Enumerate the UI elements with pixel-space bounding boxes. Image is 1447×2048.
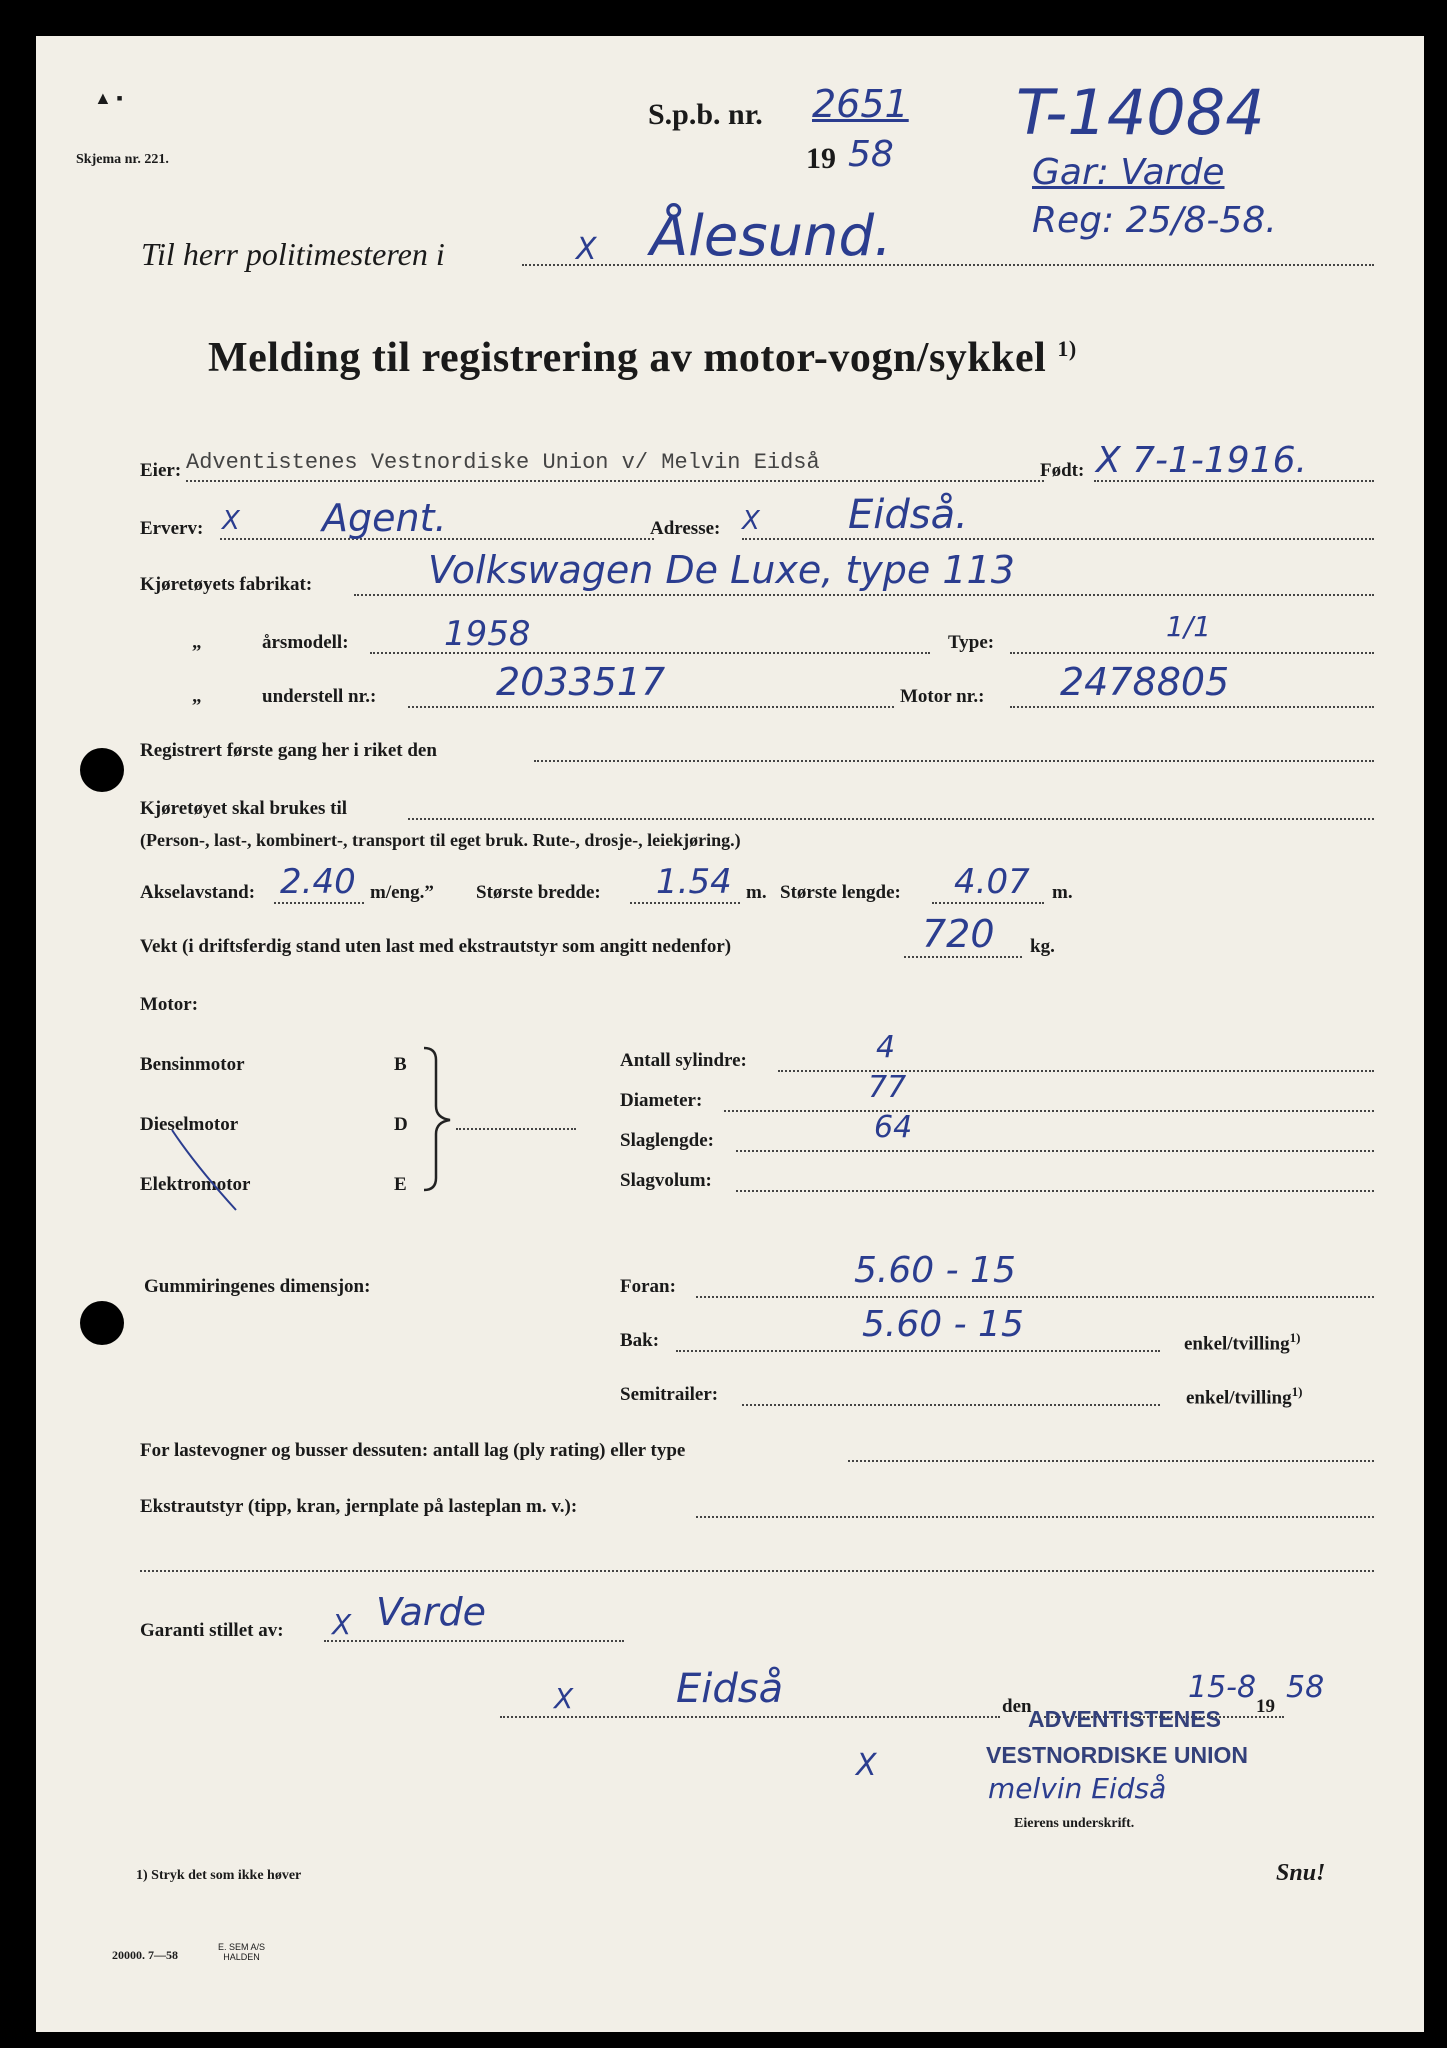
turn-over: Snu! — [1276, 1860, 1326, 1886]
length-label: Største lengde: — [780, 882, 901, 903]
usage-line — [408, 818, 1374, 820]
axle-unit: m/eng.” — [370, 882, 434, 903]
electric-engine-code: E — [394, 1174, 407, 1195]
weight-label: Vekt (i driftsferdig stand uten last med ekstrautstyr som angitt nedenfor) — [140, 936, 732, 957]
printer-mark — [218, 1942, 265, 1962]
occupation-value: Agent. — [322, 496, 447, 540]
semi-single-twin-text: enkel/tvilling — [1186, 1387, 1292, 1409]
owner-label: Eier: — [140, 460, 182, 481]
form-sheet — [36, 36, 1424, 2032]
extra-equipment-label: Ekstrautstyr (tipp, kran, jernplate på lasteplan m. v.): — [140, 1496, 578, 1517]
make-value: Volkswagen De Luxe, type 113 — [428, 548, 1015, 592]
usage-label: Kjøretøyet skal brukes til — [140, 798, 348, 819]
extra-equipment-line-2 — [140, 1570, 1374, 1572]
semitrailer-single-twin — [1186, 1384, 1302, 1409]
registration-date: Reg: 25/8-58. — [1032, 200, 1277, 241]
place-x: X — [554, 1682, 574, 1715]
stroke-line — [736, 1150, 1374, 1152]
owner-signature: melvin Eidså — [988, 1772, 1167, 1805]
addressee-label: Til herr politimesteren i — [141, 236, 445, 272]
axle-line — [274, 902, 364, 904]
spb-label: S.p.b. nr. — [648, 98, 763, 131]
model-year-value: 1958 — [444, 614, 531, 654]
tires-label: Gummiringenes dimensjon: — [144, 1276, 371, 1297]
cylinders-label: Antall sylindre: — [620, 1050, 747, 1071]
chassis-line — [408, 706, 894, 708]
punch-hole-bottom — [80, 1301, 124, 1345]
guarantee-value: Varde — [376, 1590, 486, 1634]
spb-number: 2651 — [812, 82, 909, 126]
guarantee-line — [324, 1640, 624, 1642]
type-label: Type: — [948, 632, 995, 653]
volume-line — [736, 1190, 1374, 1192]
ply-line — [848, 1460, 1374, 1462]
addressee-x: X — [576, 232, 597, 267]
diameter-line — [724, 1110, 1374, 1112]
born-value: X 7-1-1916. — [1096, 440, 1307, 481]
place-line — [500, 1716, 1000, 1718]
electric-engine-label: Elektromotor — [140, 1174, 251, 1195]
front-tires-value: 5.60 - 15 — [854, 1250, 1016, 1291]
motor-number-label: Motor nr.: — [900, 686, 985, 707]
front-tires-line — [696, 1296, 1374, 1298]
semitrailer-label: Semitrailer: — [620, 1384, 719, 1405]
addressee-city: Ålesund. — [650, 204, 892, 269]
width-value: 1.54 — [656, 862, 732, 902]
first-registration-label: Registrert første gang her i riket den — [140, 740, 437, 761]
motor-type-line — [456, 1128, 576, 1130]
owner-value: Adventistenes Vestnordiske Union v/ Melvin Eidså — [186, 450, 820, 475]
corner-marks: ▲ ▪ — [94, 88, 123, 108]
diameter-label: Diameter: — [620, 1090, 703, 1111]
rear-single-twin-text: enkel/tvilling — [1184, 1333, 1290, 1355]
quote-mark-1: „ — [192, 632, 202, 653]
occupation-x: X — [222, 506, 240, 536]
address-x: X — [742, 506, 760, 536]
address-label: Adresse: — [650, 518, 721, 539]
motor-brace — [420, 1044, 460, 1194]
width-unit: m. — [746, 882, 767, 903]
weight-value: 720 — [922, 912, 995, 956]
type-value: 1/1 — [1166, 610, 1212, 643]
stroke-label: Slaglengde: — [620, 1130, 714, 1151]
axle-value: 2.40 — [280, 862, 356, 902]
petrol-engine-label: Bensinmotor — [140, 1054, 245, 1075]
length-line — [932, 902, 1044, 904]
rear-tires-value: 5.60 - 15 — [862, 1304, 1024, 1345]
length-value: 4.07 — [954, 862, 1030, 902]
guarantee-x: X — [332, 1608, 352, 1641]
signature-year-prefix: 19 — [1256, 1696, 1275, 1717]
weight-unit: kg. — [1030, 936, 1055, 957]
year-suffix: 58 — [848, 134, 894, 175]
volume-label: Slagvolum: — [620, 1170, 712, 1191]
stamp-line-2: VESTNORDISKE UNION — [986, 1742, 1248, 1768]
width-line — [630, 902, 740, 904]
print-run: 20000. 7—58 — [112, 1948, 178, 1962]
address-line — [742, 538, 1374, 540]
form-title-footnote-ref: 1) — [1057, 336, 1077, 361]
signature-place: Eidså — [676, 1666, 784, 1712]
first-registration-line — [534, 760, 1374, 762]
gar-note: Gar: Varde — [1032, 152, 1225, 193]
rear-tires-label: Bak: — [620, 1330, 660, 1351]
occupation-label: Erverv: — [140, 518, 204, 539]
usage-note: (Person-, last-, kombinert-, transport til eget bruk. Rute-, drosje-, leiekjøring.) — [140, 830, 741, 850]
rear-single-twin — [1184, 1330, 1300, 1355]
cylinders-value: 4 — [876, 1030, 896, 1065]
rear-tires-line — [676, 1350, 1160, 1352]
diesel-engine-label: Dieselmotor — [140, 1114, 239, 1135]
diesel-strike-mark — [166, 1126, 246, 1216]
weight-line — [904, 956, 1022, 958]
signature-caption: Eierens underskrift. — [1014, 1816, 1135, 1831]
form-title — [208, 334, 1077, 382]
make-line — [354, 594, 1374, 596]
chassis-value: 2033517 — [496, 660, 666, 704]
stamp-line-1: ADVENTISTENES — [1028, 1706, 1221, 1732]
address-value: Eidså. — [848, 492, 968, 538]
born-label: Født: — [1040, 460, 1085, 481]
printer-city: HALDEN — [223, 1952, 260, 1962]
den-label: den — [1002, 1696, 1032, 1717]
owner-line — [186, 480, 1044, 482]
footnote: 1) Stryk det som ikke høver — [136, 1868, 302, 1883]
motor-number-value: 2478805 — [1060, 660, 1230, 704]
signature-date: 15-8 — [1188, 1670, 1257, 1705]
punch-hole-top — [80, 748, 124, 792]
petrol-engine-code: B — [394, 1054, 407, 1075]
model-year-label: årsmodell: — [262, 632, 349, 653]
signature-x: X — [856, 1748, 877, 1783]
length-unit: m. — [1052, 882, 1073, 903]
rear-single-twin-ref: 1) — [1289, 1330, 1301, 1345]
motor-number-line — [1010, 706, 1374, 708]
type-line — [1010, 652, 1374, 654]
stroke-value: 64 — [874, 1110, 913, 1145]
make-label: Kjøretøyets fabrikat: — [140, 574, 313, 595]
printer-name: E. SEM A/S — [218, 1942, 266, 1952]
ply-label: For lastevogner og busser dessuten: antall lag (ply rating) eller type — [140, 1440, 686, 1461]
chassis-label: understell nr.: — [262, 686, 377, 707]
signature-year-suffix: 58 — [1286, 1670, 1325, 1705]
schema-number: Skjema nr. 221. — [76, 152, 169, 167]
extra-equipment-line — [696, 1516, 1374, 1518]
semitrailer-line — [742, 1404, 1160, 1406]
quote-mark-2: „ — [192, 686, 202, 707]
year-prefix: 19 — [806, 142, 836, 175]
guarantee-label: Garanti stillet av: — [140, 1620, 284, 1641]
axle-label: Akselavstand: — [140, 882, 256, 903]
motor-section-label: Motor: — [140, 994, 199, 1015]
diameter-value: 77 — [868, 1070, 907, 1105]
front-tires-label: Foran: — [620, 1276, 676, 1297]
width-label: Største bredde: — [476, 882, 601, 903]
registration-number: T-14084 — [1016, 76, 1265, 149]
form-title-text: Melding til registrering av motor-vogn/sykkel — [208, 335, 1047, 381]
diesel-engine-code: D — [394, 1114, 408, 1135]
semi-single-twin-ref: 1) — [1291, 1384, 1303, 1399]
